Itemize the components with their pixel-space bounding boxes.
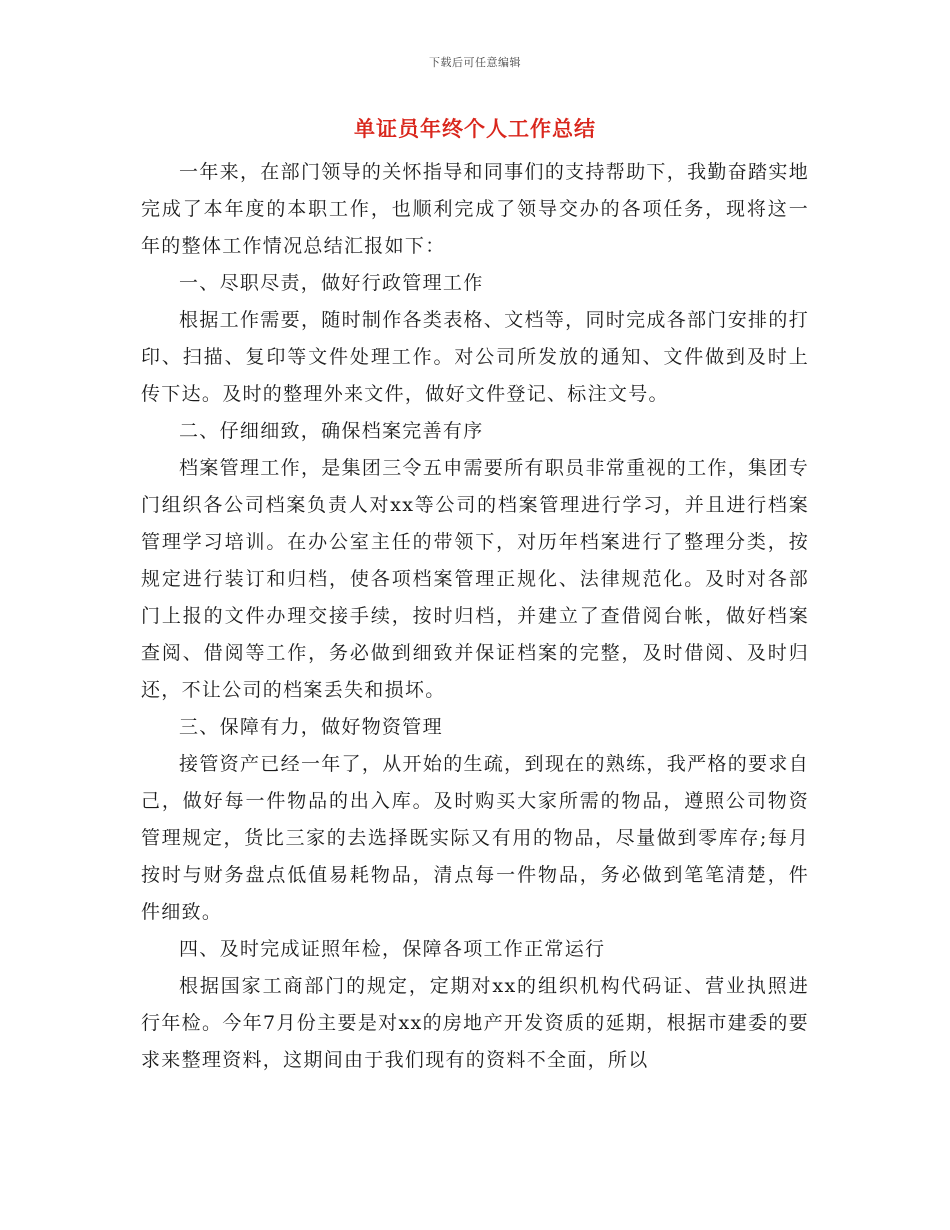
document-body <box>141 154 809 1079</box>
section-heading-3: 三、保障有力，做好物资管理 <box>179 716 443 738</box>
document-title: 单证员年终个人工作总结 <box>354 116 596 141</box>
header-note: 下载后可任意编辑 <box>429 56 521 69</box>
section-heading-2: 二、仔细细致，确保档案完善有序 <box>179 420 484 442</box>
section-heading-1: 一、尽职尽责，做好行政管理工作 <box>179 272 484 294</box>
section-paragraph-2: 档案管理工作，是集团三令五申需要所有职员非常重视的工作，集团专门组织各公司档案负责人对xx等公司的档案管理进行学习，并且进行档案管理学习培训。在办公室主任的带领下，对历年档案进行了整理分类，按规定进行装订和归档，使各项档案管理正规化、法律规范化。及时对各部门上报的文件办理交接手续，按时归档，并建立了查借阅台帐，做好档案查阅、借阅等工作，务必做到细致并保证档案的完整，及时借阅、及时归还，不让公司的档案丢失和损坏。 <box>141 457 809 701</box>
intro-paragraph: 一年来，在部门领导的关怀指导和同事们的支持帮助下，我勤奋踏实地完成了本年度的本职工作，也顺利完成了领导交办的各项任务，现将这一年的整体工作情况总结汇报如下： <box>141 161 809 257</box>
section-paragraph-4: 根据国家工商部门的规定，定期对xx的组织机构代码证、营业执照进行年检。今年7月份主要是对xx的房地产开发资质的延期，根据市建委的要求来整理资料，这期间由于我们现有的资料不全面，所以 <box>141 975 809 1071</box>
section-heading-4: 四、及时完成证照年检，保障各项工作正常运行 <box>179 938 606 960</box>
section-paragraph-1: 根据工作需要，随时制作各类表格、文档等，同时完成各部门安排的打印、扫描、复印等文件处理工作。对公司所发放的通知、文件做到及时上传下达。及时的整理外来文件，做好文件登记、标注文号。 <box>141 309 809 405</box>
section-paragraph-3: 接管资产已经一年了，从开始的生疏，到现在的熟练，我严格的要求自己，做好每一件物品的出入库。及时购买大家所需的物品，遵照公司物资管理规定，货比三家的去选择既实际又有用的物品，尽量做到零库存;每月按时与财务盘点低值易耗物品，清点每一件物品，务必做到笔笔清楚，件件细致。 <box>141 753 809 923</box>
